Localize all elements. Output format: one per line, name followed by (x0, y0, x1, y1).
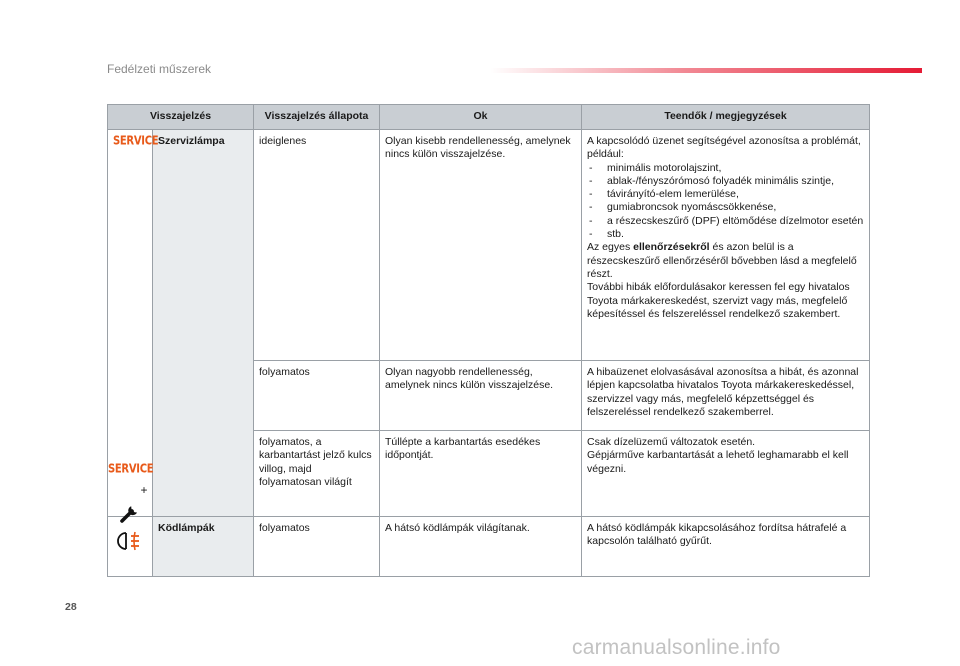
rear-fog-lamp-icon (117, 530, 143, 552)
fog-lamps-name: Ködlámpák (153, 517, 254, 577)
problem-list (587, 162, 864, 242)
table-row (108, 130, 870, 361)
fog-action: A hátsó ködlámpák kikapcsolásához fordítsa hátrafelé a kapcsolón található gyűrűt. (582, 517, 870, 577)
header-accent-bar (490, 68, 922, 73)
service-warning-icon: SERVICE (113, 134, 159, 149)
list-item: - ablak-/fényszórómosó folyadék minimális szintje, (587, 175, 864, 188)
service-icon-cell (108, 130, 159, 517)
header-indicator-state: Visszajelzés állapota (254, 105, 380, 130)
cause-minor-fault: Olyan kisebb rendellenesség, amelynek nincs külön visszajelzése. (380, 130, 582, 361)
checks-note-bold: ellenőrzésekről (633, 241, 710, 254)
fog-icon-cell (108, 517, 153, 577)
fog-state: folyamatos (254, 517, 380, 577)
header-indicator: Visszajelzés (108, 105, 254, 130)
actions-major-fault: A hibaüzenet elolvasásával azonosítsa a hibát, és azonnal lépjen kapcsolatba hivatalos Toyota márkakereskedéssel, szervizzel vagy más, megfelelő képzettséggel és felszereléssel rendelkező szakemberrel. (582, 361, 870, 431)
list-item: - minimális motorolajszint, (587, 162, 864, 175)
service-wrench-block (108, 463, 152, 524)
actions-intro: A kapcsolódó üzenet segítségével azonosítsa a problémát, például: (587, 135, 861, 161)
header-cause: Ok (380, 105, 582, 130)
list-item: - távirányító-elem lemerülése, (587, 188, 864, 201)
dealer-note: További hibák előfordulásakor keressen fel egy hivatalos Toyota márkakereskedést, szervizt vagy más, megfelelő képesítéssel és felszereléssel rendelkező szakembert. (587, 281, 850, 320)
checks-note-post: és azon belül is a részecskeszűrő ellenőrzéséről bővebben lásd a megfelelő részt. (587, 241, 857, 280)
actions-minor-fault (582, 130, 870, 361)
state-flashing-then-continuous: folyamatos, a karbantartást jelző kulcs villog, majd folyamatosan világít (254, 431, 380, 517)
maintenance-note: Gépjárműve karbantartását a lehető leghamarabb el kell végezni. (587, 449, 849, 475)
list-item: - gumiabroncsok nyomáscsökkenése, (587, 201, 864, 214)
list-item: - a részecskeszűrő (DPF) eltömődése dízelmotor esetén (587, 215, 864, 228)
table-header-row (108, 105, 870, 130)
watermark: carmanualsonline.info (572, 636, 781, 659)
wrench-icon (119, 502, 141, 524)
cause-major-fault: Olyan nagyobb rendellenesség, amelynek nincs külön visszajelzése. (380, 361, 582, 431)
cause-maintenance-overdue: Túllépte a karbantartás esedékes időpontját. (380, 431, 582, 517)
warning-lights-table (107, 104, 870, 577)
state-continuous: folyamatos (254, 361, 380, 431)
checks-note (587, 241, 864, 281)
fog-cause: A hátsó ködlámpák világítanak. (380, 517, 582, 577)
page-header-title: Fedélzeti műszerek (107, 62, 212, 76)
header-actions: Teendők / megjegyzések (582, 105, 870, 130)
diesel-only-note: Csak dízelüzemű változatok esetén. (587, 436, 756, 448)
actions-maintenance-overdue (582, 431, 870, 517)
list-item: - stb. (587, 228, 864, 241)
table-row (108, 517, 870, 577)
checks-note-pre: Az egyes (587, 241, 634, 254)
plus-icon: + (140, 483, 148, 498)
page-number: 28 (65, 601, 77, 613)
state-temporary: ideiglenes (254, 130, 380, 361)
service-lamp-name: Szervizlámpa (153, 130, 254, 517)
service-warning-icon: SERVICE (108, 462, 154, 477)
